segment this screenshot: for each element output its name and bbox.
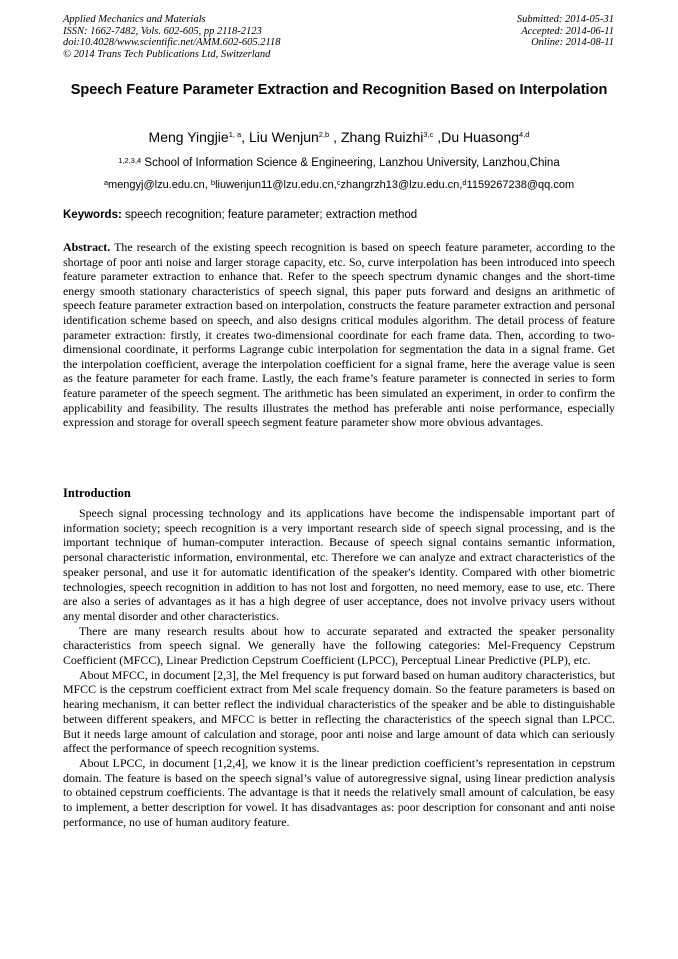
- email-sup: a: [103, 178, 109, 187]
- email-sup: c: [336, 178, 341, 187]
- author-sup: 3,c: [423, 130, 434, 139]
- doi: doi:10.4028/www.scientific.net/AMM.602-605.2118: [63, 37, 281, 48]
- email-link[interactable]: mengyj@lzu.edu.cn,: [108, 179, 211, 191]
- keywords-text: speech recognition; feature parameter; extraction method: [125, 209, 418, 221]
- author-sup: 2,b: [318, 130, 330, 139]
- paragraph: About MFCC, in document [2,3], the Mel frequency is put forward based on human auditory characteristics, but MFCC is the cepstrum coefficient extract from Mel scale frequency domain. So the feature parameters is based on hearing mechanism, it can better reflect the individual characteristics of the speaker and be able to distinguishable between different speakers, and MFCC is better in reflecting the characteristics of the speech signal than LPCC. But it needs large amount of calculation and storage, poor anti noise and large amount of data which can seriously affect the performance of speech recognition systems.: [63, 667, 615, 756]
- paragraph: About LPCC, in document [1,2,4], we know it is the linear prediction coefficient’s representation in cepstrum domain. The feature is based on the speech signal’s value of autoregressive signal, using linear prediction analysis to obtained cepstrum coefficients. The advantage is that it needs the relatively small amount of calculation, be easy to implement, a better description for vowel. It has disadvantages as: poor description for consonant and anti noise performance, no use of human auditory feature.: [63, 755, 615, 829]
- paragraph: Speech signal processing technology and its applications have become the indispensable important part of information society; speech recognition is a very important research side of speech signal processing, and is the important technique of human-computer interaction. Because of speech signal contains semantic information, personal characteristic information, environmental, etc. Therefore we can analyze and extract characteristics of the speaker personal, and use it for automatic identification of the speaker's identity. Compared with other biometric technologies, speech recognition in addition to has not lost and forgotten, no need memory, ease to use, etc. There are also a series of advantages as it has a high degree of user acceptance, does not involve privacy users without any mental disorder and other characteristics.: [63, 506, 615, 623]
- issn: ISSN: 1662-7482, Vols. 602-605, pp 2118-2123: [63, 25, 262, 37]
- author-sup: 4,d: [519, 130, 530, 139]
- email-sup: d: [462, 178, 467, 187]
- accepted-date: Accepted: 2014-06-11: [521, 25, 614, 37]
- author-separator: ,: [433, 129, 442, 145]
- abstract-text: The research of the existing speech recognition is based on speech feature parameter, according to the shortage of poor anti noise and larger storage capacity, etc. So, curve interpolation has been introduced into speech feature parameter extraction to enhance that. Refer to the speech spectrum dynamic changes and the short-time energy smooth stationary characteristics of speech signal, this paper puts forward and designs an arithmetic of speech feature parameter extraction based on interpolation, constructs the feature parameter extraction and personal identification scheme based on speech, and also designs critical modules algorithm. The detail process of feature parameter extraction: firstly, it creates two-dimensional coordinate for each frame data. Then, according to two-dimensional coordinate, it performs Lagrange cubic interpolation for segmentation the data in a signal frame. Get the interpolation coefficient, average the interpolation coefficient for a signal frame, here the average value is seen as the feature parameter for each frame. Lastly, the each frame’s feature parameter is connected in series to form feature parameter of the speech segment. The arithmetic has been simulated an experiment, in order to confirm the applicability and feasibility. The results illustrates the method has preferable anti noise performance, especially expression and storage for overall speech segment feature parameter show more obvious advantages.: [63, 240, 615, 430]
- copyright: © 2014 Trans Tech Publications Ltd, Switzerland: [63, 48, 271, 60]
- journal-name: Applied Mechanics and Materials: [63, 14, 206, 25]
- keywords-label: Keywords:: [63, 209, 122, 221]
- submitted-date: Submitted: 2014-05-31: [516, 14, 614, 25]
- author-name: Meng Yingjie: [148, 129, 229, 145]
- author-name: Du Huasong: [441, 129, 520, 145]
- introduction-body: [63, 506, 615, 829]
- affiliation-sup: 1,2,3,4: [118, 156, 142, 165]
- email-link[interactable]: 1159267238@qq.com: [466, 179, 575, 191]
- abstract: [63, 240, 615, 430]
- paragraph: There are many research results about how to accurate separated and extracted the speaker personality characteristics from speech signal. We generally have the following categories: Mel-Frequency Cepstrum Coefficient (MFCC), Linear Prediction Cepstrum Coefficient (LPCC), Perceptual Linear Predictive (PLP), etc.: [63, 623, 615, 668]
- email-link[interactable]: zhangrzh13@lzu.edu.cn,: [340, 179, 463, 191]
- email-sup: b: [210, 178, 216, 187]
- journal-info: [63, 14, 280, 60]
- dates-info: [517, 14, 614, 49]
- author-separator: ,: [329, 129, 341, 145]
- introduction-heading: Introduction: [63, 486, 131, 500]
- paper-title: Speech Feature Parameter Extraction and Recognition Based on Interpolation: [70, 82, 608, 98]
- author-list: [63, 128, 615, 146]
- author-emails: [63, 178, 615, 192]
- email-link[interactable]: liuwenjun11@lzu.edu.cn,: [215, 179, 337, 191]
- affiliation-text: School of Information Science & Engineering, Lanzhou University, Lanzhou,China: [144, 157, 560, 169]
- keywords: [63, 208, 615, 222]
- author-name: Liu Wenjun: [249, 129, 319, 145]
- author-name: Zhang Ruizhi: [340, 129, 424, 145]
- author-separator: ,: [241, 129, 249, 145]
- author-sup: 1, a: [228, 130, 242, 139]
- abstract-label: Abstract.: [63, 240, 111, 254]
- affiliation: [63, 156, 615, 170]
- online-date: Online: 2014-08-11: [531, 37, 614, 48]
